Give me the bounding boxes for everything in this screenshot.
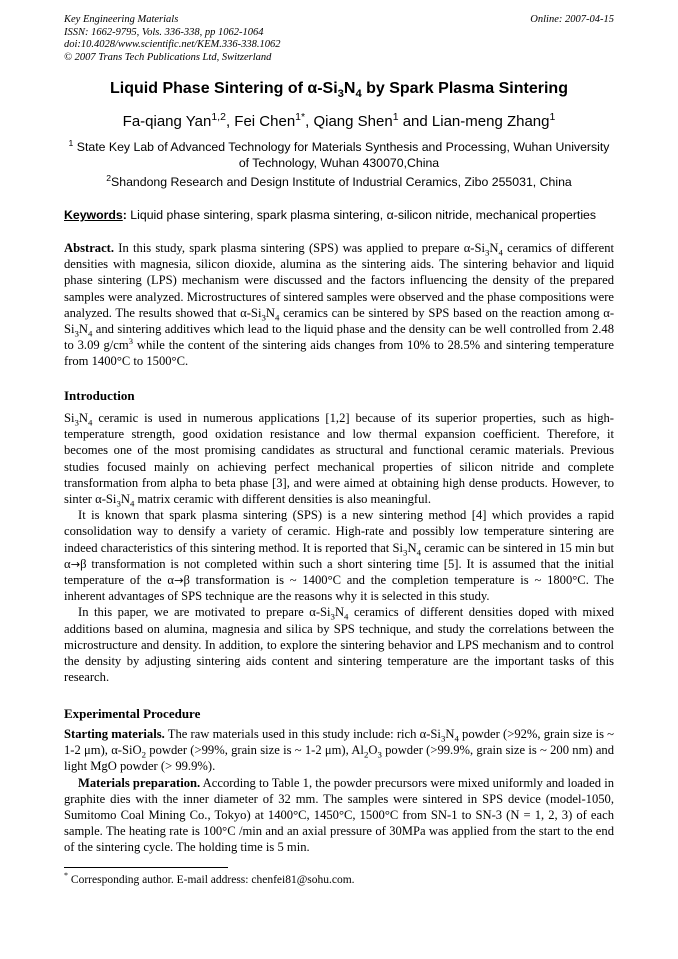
text-n: N — [445, 727, 455, 741]
abstract-text: In this study, spark plasma sintering (SPS) was applied to prepare α-Si — [114, 241, 486, 255]
author-separator: , — [225, 113, 235, 130]
text-n: N — [489, 241, 499, 255]
abstract-text: and sintering additives which lead to the liquid phase and the density can be well controlled from 2.48 to 3.09 g/cm — [64, 322, 614, 353]
affiliation-text: Shandong Research and Design Institute of Industrial Ceramics, Zibo 255031, China — [111, 175, 572, 189]
subscript: 4 — [498, 247, 503, 258]
affiliation-mark: 2 — [106, 172, 112, 183]
subscript: 4 — [344, 611, 349, 622]
author-name: Fei Chen — [234, 113, 296, 130]
introduction-body — [64, 410, 614, 685]
author-affil-mark: 1* — [295, 111, 306, 123]
subscript: 2 — [363, 749, 369, 760]
author-affil-mark: 1 — [392, 111, 399, 123]
subsection-label: Materials preparation. — [78, 775, 201, 790]
paragraph-text: powder (>92%, grain size is ~ 1-2 μm), α-SiO — [64, 727, 614, 758]
subscript: 4 — [129, 498, 135, 509]
paragraph-text: It is known that spark plasma sintering (SPS) is a new sintering method [4] which provides a rapid consolidation way to densify a variety of ceramic. High-rate and possibly low temperature sintering are indeed characteristics of this sintering method. It is reported that Si — [64, 508, 614, 555]
intro-paragraph-1 — [64, 410, 614, 507]
text-n: N — [334, 605, 345, 620]
paragraph-text: The raw materials used in this study include: rich α-Si — [164, 727, 441, 741]
paragraph-text: powder (>99%, grain size is ~ 1-2 μm), Al — [146, 743, 364, 758]
paragraph-text: β transformation is not completed within such a short sintering time [5]. It is assumed that the initial temperature of the α — [64, 556, 614, 588]
affiliation-2 — [64, 174, 614, 190]
keywords-text: Liquid phase sintering, spark plasma sintering, α-silicon nitride, mechanical properties — [126, 208, 597, 222]
subscript: 4 — [88, 328, 93, 339]
paragraph-text: According to Table 1, the powder precursors were mixed uniformly and loaded in graphite dies with the inner diameter of 32 mm. The samples were sintered in SPS device (model-1050, Sumitomo Coal Mining Co., Tokyo) at 1400°C, 1450°C, 1500°C from SN-1 to SN-3 (N = 1, 2, 3) of each sample. The heating rate is 100°C /min and an axial pressure of 30MPa was applied from the start to the end of the sintering cycle. The holding time is 5 min. — [64, 775, 614, 855]
journal-doi: doi:10.4028/www.scientific.net/KEM.336-338.1062 — [64, 39, 281, 50]
abstract — [64, 240, 614, 370]
subscript: 3 — [330, 611, 335, 622]
title-sub-4: 4 — [355, 88, 362, 101]
paragraph-text: In this paper, we are motivated to prepare α-Si — [78, 605, 331, 620]
starting-materials-paragraph — [64, 726, 614, 775]
paragraph-text: ceramic can be sintered in 15 min but α — [64, 540, 614, 571]
intro-paragraph-2 — [64, 507, 614, 604]
subscript: 3 — [74, 417, 79, 428]
subscript: 4 — [274, 312, 280, 323]
author-list — [40, 113, 638, 130]
paragraph-text: powder (>99.9%, grain size is ~ 200 nm) and light MgO powder (> 99.9%). — [64, 743, 615, 774]
intro-paragraph-3 — [64, 604, 614, 685]
author-affil-mark: 1 — [549, 111, 556, 123]
affiliation-1 — [64, 139, 614, 171]
online-date: Online: 2007-04-15 — [530, 14, 614, 25]
subscript: 3 — [440, 733, 446, 744]
materials-preparation-paragraph — [64, 775, 614, 856]
keywords-label: Keywords — [64, 208, 123, 222]
footnote-text: Corresponding author. E-mail address: chenfei81@sohu.com. — [68, 874, 355, 886]
abstract-text: while the content of the sintering aids changes from 10% to 28.5% and sintering temperature from 1400°C to 1500°C. — [64, 338, 614, 369]
footnote-divider — [64, 867, 228, 868]
author-separator: and — [398, 113, 432, 130]
title-n: N — [343, 80, 356, 97]
subsection-label: Starting materials. — [64, 727, 165, 741]
subscript: 3 — [261, 312, 266, 323]
paragraph-text: β transformation is ~ 1400°C and the completion temperature is ~ 1800°C. The inherent advantages of SPS technique are the reasons why it is selected in this study. — [64, 573, 614, 604]
paragraph-text: Si — [64, 411, 75, 425]
subscript: 3 — [116, 498, 121, 509]
text-n: N — [120, 492, 130, 507]
keywords — [64, 208, 624, 222]
subscript: 4 — [454, 733, 459, 744]
abstract-label: Abstract. — [64, 241, 115, 255]
experimental-body — [64, 726, 614, 856]
paragraph-text: matrix ceramic with different densities is also meaningful. — [134, 492, 432, 507]
abstract-text: ceramics of different densities with magnesia, silicon dioxide, alumina as the sintering aids. The sintering behavior and liquid phase sintering (LPS) mechanism were discussed and the factors influencing the density of the prepared samples were analyzed. Microstructures of sintered samples were observed and the phase compositions were analyzed. The results showed that α-Si — [64, 241, 614, 320]
journal-copyright: © 2007 Trans Tech Publications Ltd, Switzerland — [64, 51, 272, 63]
footnote-mark: * — [64, 871, 69, 881]
author-affil-mark: 1,2 — [211, 111, 226, 123]
subscript: 4 — [416, 547, 421, 558]
author-name: Qiang Shen — [313, 113, 393, 130]
paragraph-text: ceramic is used in numerous applications [1,2] because of its superior properties, such as high-temperature strength, good oxidation resistance and low thermal expansion coefficient. Therefore, it becomes one of the most promising candidates as structural and functional ceramic materials. Previous studies focused mainly on achieving perfect mechanical properties of silicon nitride and complete transformation from alpha to beta phase [3], and were aimed at obtaining high dense products. However, to sinter α-Si — [64, 411, 614, 507]
journal-name: Key Engineering Materials — [64, 14, 179, 25]
text-n: N — [265, 305, 275, 320]
journal-issn: ISSN: 1662-9795, Vols. 336-338, pp 1062-1064 — [64, 26, 264, 38]
section-heading-experimental: Experimental Procedure — [64, 706, 201, 721]
superscript: 3 — [128, 336, 134, 347]
paragraph-text: O — [368, 743, 378, 758]
author-name: Lian-meng Zhang — [431, 113, 550, 130]
title-sub-3: 3 — [337, 88, 344, 101]
text-n: N — [407, 540, 417, 555]
abstract-text: ceramics can be sintered by SPS based on the reaction among α-Si — [64, 305, 615, 337]
title-suffix: by Spark Plasma Sintering — [361, 80, 568, 97]
arrow-symbol: → — [70, 556, 81, 571]
title-prefix: Liquid Phase Sintering of α-Si — [110, 80, 338, 97]
text-n: N — [78, 411, 89, 425]
journal-header — [64, 14, 484, 64]
author-separator: , — [305, 113, 314, 130]
paragraph-text: ceramics of different densities doped with mixed additions based on alumina, magnesia and silica by SPS technique, and study the correlations between the microstructure and density. In addition, to explore the sintering behavior and LPS mechanism and to control the density by adjusting sintering aids content and sintering temperature are the important tasks of this research. — [64, 605, 615, 685]
subscript: 3 — [377, 749, 382, 760]
paper-title — [40, 80, 638, 101]
footnote — [64, 871, 355, 886]
section-heading-introduction: Introduction — [64, 388, 135, 403]
text-n: N — [78, 322, 89, 337]
author-name: Fa-qiang Yan — [122, 113, 212, 130]
subscript: 4 — [88, 417, 93, 428]
keywords-colon: : — [122, 208, 127, 222]
subscript: 2 — [141, 749, 147, 760]
subscript: 3 — [74, 328, 79, 339]
subscript: 3 — [403, 547, 408, 558]
affiliation-mark: 1 — [68, 137, 74, 148]
arrow-symbol: → — [173, 573, 184, 588]
subscript: 3 — [485, 247, 490, 258]
affiliation-text: State Key Lab of Advanced Technology for Materials Synthesis and Processing, Wuhan University of Technology, Wuhan 430070,China — [73, 140, 610, 170]
